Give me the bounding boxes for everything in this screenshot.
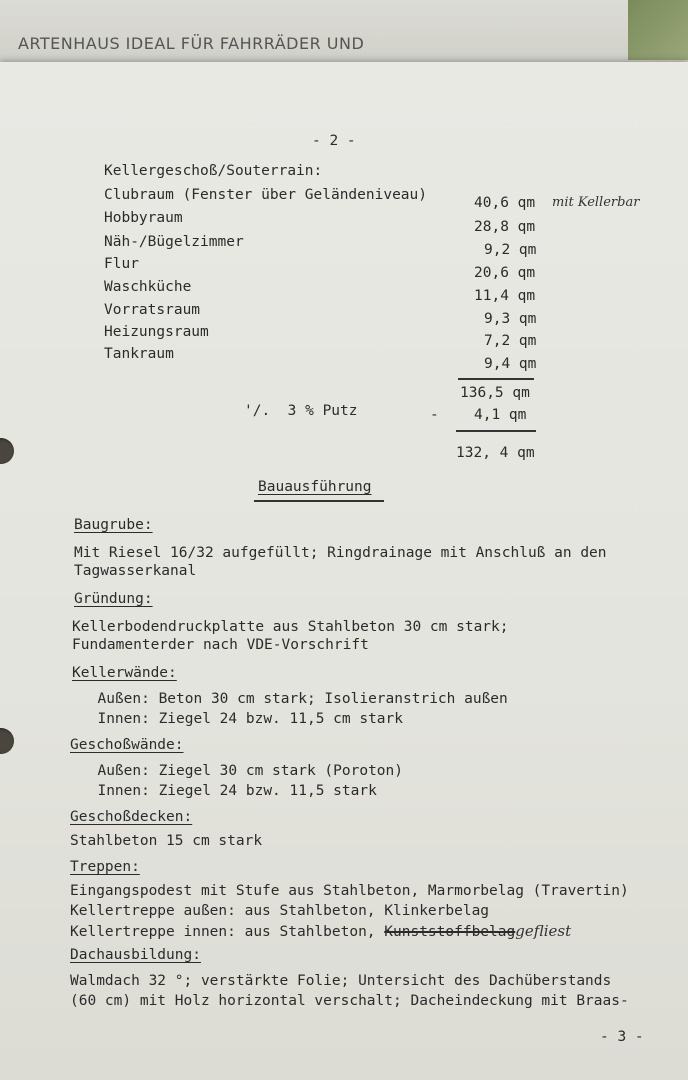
room-name: Flur xyxy=(104,256,139,272)
document-page xyxy=(0,62,688,1080)
gruendung-heading: Gründung: xyxy=(74,591,153,607)
body-line: Kellerbodendruckplatte aus Stahlbeton 30 cm stark; xyxy=(72,619,509,635)
deduction-sign: - xyxy=(430,407,439,423)
room-area: 40,6 qm xyxy=(474,195,536,211)
subtotal: 136,5 qm xyxy=(460,385,530,401)
room-name: Clubraum (Fenster über Geländeniveau) xyxy=(104,187,428,203)
background-sheet xyxy=(0,0,688,70)
room-name: Waschküche xyxy=(104,279,192,295)
body-line: (60 cm) mit Holz horizontal verschalt; Dacheindeckung mit Braas- xyxy=(70,993,629,1009)
punch-hole xyxy=(0,728,14,754)
deduction-value: 4,1 qm xyxy=(474,407,527,423)
room-name: Vorratsraum xyxy=(104,302,201,318)
kellerwaende-heading: Kellerwände: xyxy=(72,665,177,681)
room-name: Hobbyraum xyxy=(104,210,183,226)
body-line: Walmdach 32 °; verstärkte Folie; Untersicht des Dachüberstands xyxy=(70,973,612,989)
room-area: 9,3 qm xyxy=(484,311,537,327)
struck-text: Kunststoffbelag xyxy=(384,924,516,940)
section-title: Bauausführung xyxy=(258,479,372,495)
room-area: 7,2 qm xyxy=(484,333,537,349)
title-rule xyxy=(254,500,384,502)
geschossdecken-heading: Geschoßdecken: xyxy=(70,809,193,825)
room-area: 28,8 qm xyxy=(474,219,536,235)
room-name: Heizungsraum xyxy=(104,324,209,340)
body-line: Kellertreppe außen: aus Stahlbeton, Klinkerbelag xyxy=(70,903,490,919)
body-line: Außen: Ziegel 30 cm stark (Poroton) xyxy=(80,763,404,779)
room-name: Tankraum xyxy=(104,346,174,362)
room-name: Näh-/Bügelzimmer xyxy=(104,234,244,250)
dachausbildung-heading: Dachausbildung: xyxy=(70,947,201,963)
body-line: Innen: Ziegel 24 bzw. 11,5 stark xyxy=(80,783,377,799)
page-number: - 2 - xyxy=(312,133,356,149)
room-area: 20,6 qm xyxy=(474,265,536,281)
punch-hole xyxy=(0,438,14,464)
geschosswaende-heading: Geschoßwände: xyxy=(70,737,184,753)
body-line: Fundamenterder nach VDE-Vorschrift xyxy=(72,637,369,653)
deduction-label: '/. 3 % Putz xyxy=(244,403,358,419)
body-line: Mit Riesel 16/32 aufgefüllt; Ringdrainage mit Anschluß an den xyxy=(74,545,607,561)
kellergeschoss-heading: Kellergeschoß/Souterrain: xyxy=(104,163,323,179)
background-photo xyxy=(628,0,688,60)
sum-rule xyxy=(458,378,534,380)
body-line: Außen: Beton 30 cm stark; Isolieranstrich außen xyxy=(80,691,508,707)
body-line: Tagwasserkanal xyxy=(74,563,197,579)
body-line: Innen: Ziegel 24 bzw. 11,5 cm stark xyxy=(80,711,404,727)
room-area: 9,2 qm xyxy=(484,242,537,258)
body-line: Stahlbeton 15 cm stark xyxy=(70,833,263,849)
handwritten-correction: gefliest xyxy=(515,922,572,940)
next-page-marker: - 3 - xyxy=(600,1029,644,1045)
body-line: Eingangspodest mit Stufe aus Stahlbeton, Marmorbelag (Travertin) xyxy=(70,883,629,899)
treppen-heading: Treppen: xyxy=(70,859,140,875)
total-rule xyxy=(456,430,536,432)
room-area: 9,4 qm xyxy=(484,356,537,372)
line-prefix: Kellertreppe innen: aus Stahlbeton, xyxy=(70,924,385,940)
baugrube-heading: Baugrube: xyxy=(74,517,153,533)
body-line xyxy=(70,922,571,941)
room-area: 11,4 qm xyxy=(474,288,536,304)
background-sheet-title: ARTENHAUS IDEAL FÜR FAHRRÄDER UND xyxy=(18,34,365,53)
total: 132, 4 qm xyxy=(456,445,535,461)
handwritten-note: mit Kellerbar xyxy=(552,195,640,210)
